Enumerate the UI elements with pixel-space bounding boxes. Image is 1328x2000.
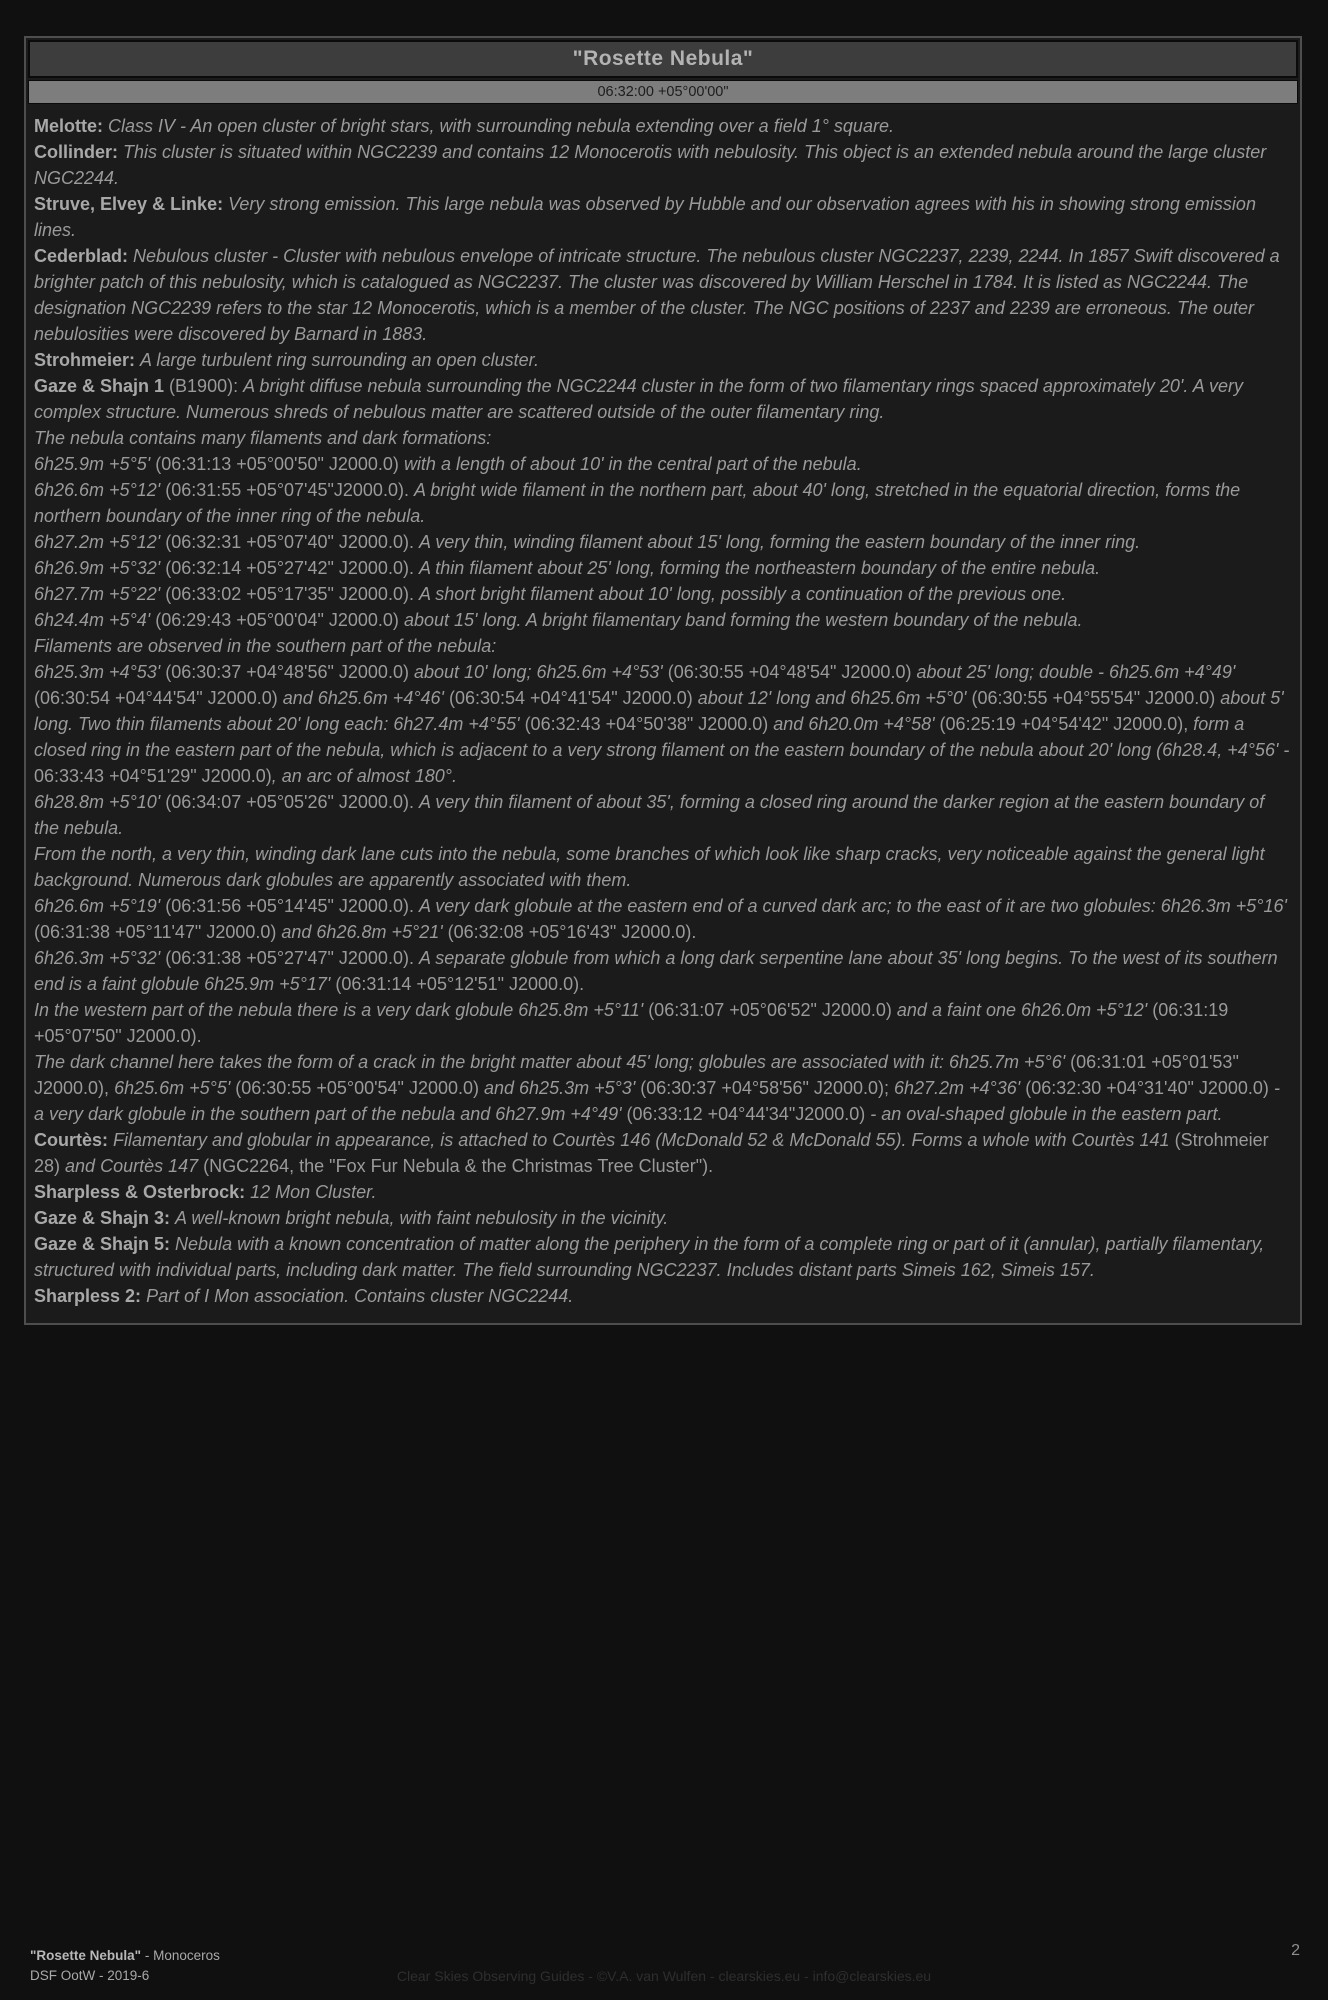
- text-segment: about 10' long; 6h25.6m +4°53': [413, 662, 668, 682]
- text-segment: about 5' long. Two thin filaments about 20' long each: 6h27.4m +4°55': [34, 688, 1284, 734]
- text-segment: A separate globule from which a long dark serpentine lane about 35' long begins. To the west of its southern end is a faint globule 6h25.9m +5°17': [34, 948, 1278, 994]
- text-segment: (06:32:14 +05°27'42" J2000.0).: [165, 558, 419, 578]
- content-box: [24, 36, 1302, 1325]
- text-segment: (06:31:01 +05°01'53" J2000.0),: [34, 1052, 1239, 1098]
- text-segment: about 25' long; double - 6h25.6m +4°49': [916, 662, 1236, 682]
- text-segment: and 6h25.6m +4°46': [282, 688, 449, 708]
- text-segment: 6h25.3m +4°53': [34, 662, 166, 682]
- text-segment: (06:31:07 +05°06'52" J2000.0): [648, 1000, 897, 1020]
- text-segment: (NGC2264, the "Fox Fur Nebula & the Christmas Tree Cluster").: [203, 1156, 714, 1176]
- paragraph: [34, 633, 1290, 659]
- text-segment: In the western part of the nebula there is a very dark globule 6h25.8m +5°11': [34, 1000, 649, 1020]
- paragraph: [34, 1205, 1290, 1231]
- text-segment: (06:31:14 +05°12'51" J2000.0).: [335, 974, 585, 994]
- text-segment: (06:30:54 +04°41'54" J2000.0): [448, 688, 698, 708]
- paragraph: [34, 555, 1290, 581]
- text-segment: (06:31:56 +05°14'45" J2000.0).: [165, 896, 419, 916]
- coordinates-bar: [28, 80, 1298, 104]
- text-segment: (06:30:55 +04°48'54" J2000.0): [667, 662, 917, 682]
- footer-guide-ref: DSF OotW - 2019-6: [30, 1968, 150, 1983]
- text-segment: and 6h20.0m +4°58': [773, 714, 940, 734]
- paragraph: [34, 1231, 1290, 1283]
- text-segment: A bright diffuse nebula surrounding the NGC2244 cluster in the form of two filamentary rings spaced approximately 20'. A very complex structure. Numerous shreds of nebulous matter are scattered outside of the outer filamentary ring.: [34, 376, 1244, 422]
- text-segment: and a faint one 6h26.0m +5°12': [896, 1000, 1153, 1020]
- page-number: 2: [1291, 1942, 1300, 1959]
- text-segment: Nebulous cluster - Cluster with nebulous envelope of intricate structure. The nebulous cluster NGC2237, 2239, 2244. In 1857 Swift discovered a brighter patch of this nebulosity, which is catalogued as NGC2237. The cluster was discovered by William Herschel in 1784. It is listed as NGC2244. The designation NGC2239 refers to the star 12 Monocerotis, which is a member of the cluster. The NGC positions of 2237 and 2239 are erroneous. The outer nebulosities were discovered by Barnard in 1883.: [34, 246, 1280, 344]
- paragraph: [34, 997, 1290, 1049]
- text-segment: Collinder:: [34, 142, 123, 162]
- text-segment: (06:30:37 +04°58'56" J2000.0);: [640, 1078, 894, 1098]
- text-segment: This cluster is situated within NGC2239 and contains 12 Monocerotis with nebulosity. This object is an extended nebula around the large cluster NGC2244.: [34, 142, 1267, 188]
- text-segment: (06:30:54 +04°44'54" J2000.0): [34, 688, 283, 708]
- text-segment: - an oval-shaped globule in the eastern part.: [870, 1104, 1223, 1124]
- text-segment: form a closed ring in the eastern part of the nebula, which is adjacent to a very strong filament on the eastern boundary of the nebula about 20' long (6h28.4, +4°56' -: [34, 714, 1290, 760]
- text-segment: (06:30:55 +05°00'54" J2000.0): [235, 1078, 484, 1098]
- text-segment: A short bright filament about 10' long, possibly a continuation of the previous one.: [418, 584, 1067, 604]
- text-segment: about 15' long. A bright filamentary band forming the western boundary of the nebula.: [403, 610, 1083, 630]
- paragraph: [34, 945, 1290, 997]
- text-segment: Sharpless & Osterbrock:: [34, 1182, 251, 1202]
- text-segment: (06:32:31 +05°07'40" J2000.0).: [165, 532, 419, 552]
- footer-object-line: [30, 1946, 220, 1966]
- text-segment: with a length of about 10' in the central part of the nebula.: [403, 454, 862, 474]
- paragraph: [34, 893, 1290, 945]
- paragraph: [34, 451, 1290, 477]
- text-segment: (06:33:02 +05°17'35" J2000.0).: [165, 584, 419, 604]
- text-segment: Part of I Mon association. Contains cluster NGC2244.: [146, 1286, 574, 1306]
- title-bar: [28, 40, 1298, 78]
- text-segment: 6h27.7m +5°22': [34, 584, 166, 604]
- text-segment: Gaze & Shajn 1: [34, 376, 170, 396]
- text-segment: - a very dark globule in the southern part of the nebula and 6h27.9m +4°49': [34, 1078, 1280, 1124]
- text-segment: 6h26.6m +5°19': [34, 896, 166, 916]
- text-segment: Strohmeier:: [34, 350, 141, 370]
- text-segment: about 12' long and 6h25.6m +5°0': [697, 688, 972, 708]
- text-segment: Gaze & Shajn 3:: [34, 1208, 176, 1228]
- text-segment: The dark channel here takes the form of a crack in the bright matter about 45' long; globules are associated with it: 6h25.7m +5°6': [34, 1052, 1071, 1072]
- text-segment: A very thin, winding filament about 15' long, forming the eastern boundary of the inner ring.: [418, 532, 1141, 552]
- text-segment: and Courtès 147: [65, 1156, 204, 1176]
- text-segment: and 6h25.3m +5°3': [484, 1078, 641, 1098]
- text-segment: Courtès:: [34, 1130, 114, 1150]
- text-segment: 12 Mon Cluster.: [250, 1182, 377, 1202]
- text-segment: (06:31:55 +05°07'45"J2000.0).: [165, 480, 414, 500]
- footer-object-name: "Rosette Nebula": [30, 1948, 142, 1963]
- text-segment: 6h26.3m +5°32': [34, 948, 166, 968]
- footer-credit: Clear Skies Observing Guides - ©V.A. van Wulfen - clearskies.eu - info@clearskies.eu: [396, 1968, 932, 1984]
- text-segment: From the north, a very thin, winding dark lane cuts into the nebula, some branches of which look like sharp cracks, very noticeable against the general light background. Numerous dark globules are apparently associated with them.: [34, 844, 1265, 890]
- paragraph: [34, 191, 1290, 243]
- text-segment: A well-known bright nebula, with faint nebulosity in the vicinity.: [175, 1208, 669, 1228]
- text-segment: 6h26.6m +5°12': [34, 480, 166, 500]
- paragraph: [34, 789, 1290, 841]
- text-segment: 6h25.6m +5°5': [114, 1078, 236, 1098]
- text-segment: (06:32:30 +04°31'40" J2000.0): [1025, 1078, 1274, 1098]
- text-segment: Filaments are observed in the southern part of the nebula:: [34, 636, 497, 656]
- text-segment: (06:30:37 +04°48'56" J2000.0): [165, 662, 414, 682]
- text-segment: A large turbulent ring surrounding an open cluster.: [140, 350, 539, 370]
- text-segment: A very thin filament of about 35', forming a closed ring around the darker region at the eastern boundary of the nebula.: [34, 792, 1265, 838]
- text-segment: 6h24.4m +5°4': [34, 610, 156, 630]
- text-segment: A bright wide filament in the northern part, about 40' long, stretched in the equatorial direction, forms the northern boundary of the inner ring of the nebula.: [34, 480, 1241, 526]
- paragraph: [34, 113, 1290, 139]
- text-segment: (06:25:19 +04°54'42" J2000.0),: [939, 714, 1194, 734]
- text-segment: (06:33:12 +04°44'34"J2000.0): [626, 1104, 871, 1124]
- text-segment: Sharpless 2:: [34, 1286, 147, 1306]
- paragraph: [34, 529, 1290, 555]
- text-segment: Gaze & Shajn 5:: [34, 1234, 176, 1254]
- paragraph: [34, 347, 1290, 373]
- paragraph: [34, 841, 1290, 893]
- paragraph: [34, 581, 1290, 607]
- text-segment: Filamentary and globular in appearance, is attached to Courtès 146 (McDonald 52 & McDonald 55). Forms a whole with Courtès 141: [113, 1130, 1175, 1150]
- paragraph: [34, 425, 1290, 451]
- text-segment: (06:31:13 +05°00'50" J2000.0): [155, 454, 404, 474]
- text-segment: , an arc of almost 180°.: [271, 766, 458, 786]
- text-segment: 6h28.8m +5°10': [34, 792, 166, 812]
- paragraph: [34, 373, 1290, 425]
- text-segment: A very dark globule at the eastern end of a curved dark arc; to the east of it are two globules: 6h26.3m +5°16': [418, 896, 1287, 916]
- paragraph: [34, 1127, 1290, 1179]
- paragraph: [34, 477, 1290, 529]
- paragraph: [34, 1179, 1290, 1205]
- page-title: "Rosette Nebula": [572, 47, 754, 70]
- text-segment: (Strohmeier 28): [34, 1130, 1269, 1176]
- text-segment: (06:34:07 +05°05'26" J2000.0).: [165, 792, 419, 812]
- footer-constellation: - Monoceros: [141, 1948, 220, 1963]
- text-segment: The nebula contains many filaments and dark formations:: [34, 428, 492, 448]
- paragraph: [34, 243, 1290, 347]
- text-segment: 6h27.2m +4°36': [893, 1078, 1026, 1098]
- text-segment: Melotte:: [34, 116, 108, 136]
- text-segment: 6h27.2m +5°12': [34, 532, 166, 552]
- text-segment: Cederblad:: [34, 246, 134, 266]
- text-segment: Class IV - An open cluster of bright stars, with surrounding nebula extending over a field 1° square.: [108, 116, 894, 136]
- text-segment: (06:31:38 +05°27'47" J2000.0).: [165, 948, 419, 968]
- paragraph: [34, 659, 1290, 789]
- text-segment: Very strong emission. This large nebula was observed by Hubble and our observation agrees with his in showing strong emission lines.: [34, 194, 1256, 240]
- description-text: [26, 104, 1300, 1323]
- text-segment: (06:30:55 +04°55'54" J2000.0): [971, 688, 1221, 708]
- text-segment: Struve, Elvey & Linke:: [34, 194, 229, 214]
- paragraph: [34, 1049, 1290, 1127]
- text-segment: and 6h26.8m +5°21': [281, 922, 448, 942]
- text-segment: 6h25.9m +5°5': [34, 454, 156, 474]
- text-segment: (B1900):: [169, 376, 244, 396]
- paragraph: [34, 139, 1290, 191]
- text-segment: (06:32:08 +05°16'43" J2000.0).: [447, 922, 697, 942]
- paragraph: [34, 607, 1290, 633]
- text-segment: (06:31:19 +05°07'50" J2000.0).: [34, 1000, 1229, 1046]
- coordinates-text: 06:32:00 +05°00'00": [597, 84, 729, 100]
- text-segment: (06:29:43 +05°00'04" J2000.0): [155, 610, 404, 630]
- paragraph: [34, 1283, 1290, 1309]
- text-segment: 06:33:43 +04°51'29" J2000.0): [34, 766, 272, 786]
- text-segment: (06:31:38 +05°11'47" J2000.0): [34, 922, 282, 942]
- text-segment: Nebula with a known concentration of matter along the periphery in the form of a complete ring or part of it (annular), partially filamentary, structured with individual parts, including dark matter. The field surrounding NGC2237. Includes distant parts Simeis 162, Simeis 157.: [34, 1234, 1265, 1280]
- text-segment: A thin filament about 25' long, forming the northeastern boundary of the entire nebula.: [418, 558, 1101, 578]
- text-segment: 6h26.9m +5°32': [34, 558, 166, 578]
- text-segment: (06:32:43 +04°50'38" J2000.0): [524, 714, 774, 734]
